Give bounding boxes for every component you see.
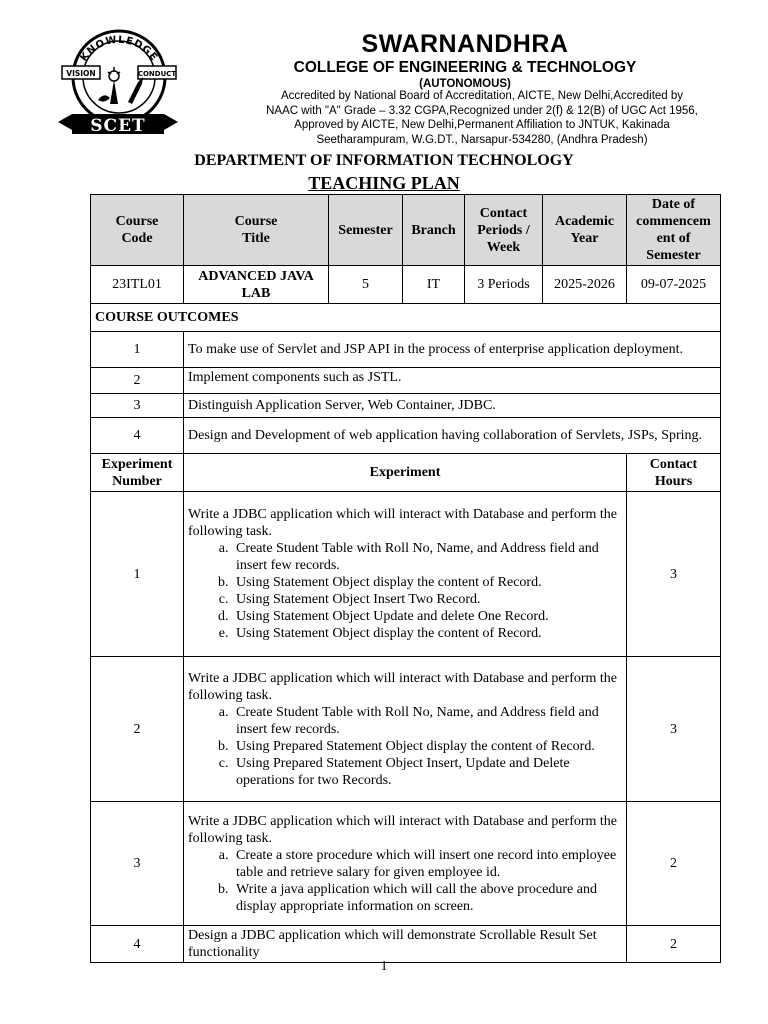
experiment-number: 1 bbox=[91, 492, 184, 657]
experiment-hours: 2 bbox=[627, 802, 721, 926]
header-course-title: Course Title bbox=[184, 195, 329, 266]
course-contact-periods: 3 Periods bbox=[465, 266, 543, 304]
course-title: ADVANCED JAVA LAB bbox=[184, 266, 329, 304]
experiment-description: Design a JDBC application which will demonstrate Scrollable Result Set functionality bbox=[184, 926, 627, 963]
experiment-steps bbox=[188, 540, 622, 642]
page-number: 1 bbox=[380, 959, 388, 974]
experiment-hours: 3 bbox=[627, 492, 721, 657]
header-contact-periods: Contact Periods / Week bbox=[465, 195, 543, 266]
logo-ribbon-text: SCET bbox=[90, 116, 146, 136]
table-row bbox=[91, 926, 721, 963]
accreditation-line: Accredited by National Board of Accreditation, AICTE, New Delhi,Accredited by bbox=[280, 90, 684, 102]
accreditation-block bbox=[222, 89, 742, 147]
experiment-intro: Write a JDBC application which will interact with Database and perform the following task. bbox=[188, 507, 618, 539]
experiment-step: c. Using Statement Object Insert Two Record. bbox=[232, 591, 622, 608]
table-row bbox=[91, 802, 721, 926]
outcome-number: 2 bbox=[91, 368, 184, 394]
college-subtitle: COLLEGE OF ENGINEERING & TECHNOLOGY bbox=[293, 59, 637, 76]
logo-right-text: CONDUCT bbox=[137, 70, 177, 78]
experiment-intro: Write a JDBC application which will interact with Database and perform the following task. bbox=[188, 813, 618, 846]
list-item bbox=[91, 418, 721, 454]
experiment-description bbox=[184, 492, 627, 657]
experiment-step: b. Write a java application which will call the above procedure and display appropriate information on screen. bbox=[232, 881, 622, 915]
header-contact-hours: Contact Hours bbox=[627, 454, 721, 492]
experiment-step: b. Using Prepared Statement Object display the content of Record. bbox=[232, 738, 622, 755]
course-branch: IT bbox=[403, 266, 465, 304]
department-title: DEPARTMENT OF INFORMATION TECHNOLOGY bbox=[194, 152, 574, 169]
header-course-code: Course Code bbox=[91, 195, 184, 266]
course-data-row bbox=[91, 266, 721, 304]
experiment-step: c. Using Prepared Statement Object Insert, Update and Delete operations for two Records. bbox=[232, 755, 622, 789]
experiment-description bbox=[184, 657, 627, 802]
experiment-step: a. Create Student Table with Roll No, Name, and Address field and insert few records. bbox=[232, 540, 622, 574]
experiment-hours: 3 bbox=[627, 657, 721, 802]
teaching-plan-table bbox=[90, 194, 721, 963]
course-code: 23ITL01 bbox=[91, 266, 184, 304]
course-academic-year: 2025-2026 bbox=[543, 266, 627, 304]
header-experiment: Experiment bbox=[184, 454, 627, 492]
accreditation-line: Approved by AICTE, New Delhi,Permanent Affiliation to JNTUK, Kakinada bbox=[294, 119, 670, 131]
list-item bbox=[91, 368, 721, 394]
letterhead bbox=[0, 0, 768, 150]
outcome-number: 1 bbox=[91, 332, 184, 368]
experiment-step: a. Create Student Table with Roll No, Name, and Address field and insert few records. bbox=[232, 704, 622, 738]
college-emblem-icon bbox=[58, 22, 178, 146]
header-branch: Branch bbox=[403, 195, 465, 266]
experiment-step: e. Using Statement Object display the content of Record. bbox=[232, 625, 622, 642]
experiment-hours: 2 bbox=[627, 926, 721, 963]
table-row bbox=[91, 657, 721, 802]
experiment-step: b. Using Statement Object display the content of Record. bbox=[232, 574, 622, 591]
experiment-number: 2 bbox=[91, 657, 184, 802]
college-name: SWARNANDHRA bbox=[361, 30, 569, 58]
autonomous-label: (AUTONOMOUS) bbox=[419, 78, 511, 90]
experiment-step: d. Using Statement Object Update and delete One Record. bbox=[232, 608, 622, 625]
course-header-row bbox=[91, 195, 721, 266]
list-item bbox=[91, 332, 721, 368]
logo-top-text: KNOWLEDGE bbox=[78, 34, 160, 64]
experiment-steps bbox=[188, 704, 622, 789]
header-academic-year: Academic Year bbox=[543, 195, 627, 266]
course-commencement-date: 09-07-2025 bbox=[627, 266, 721, 304]
accreditation-line: Seetharampuram, W.G.DT., Narsapur-534280, (Andhra Pradesh) bbox=[316, 133, 648, 146]
experiment-header-row bbox=[91, 454, 721, 492]
header-semester: Semester bbox=[329, 195, 403, 266]
experiment-steps bbox=[188, 847, 622, 915]
header-experiment-number: Experiment Number bbox=[91, 454, 184, 492]
outcome-text: To make use of Servlet and JSP API in the process of enterprise application deployment. bbox=[184, 332, 721, 368]
experiment-description bbox=[184, 802, 627, 926]
outcome-text: Design and Development of web application having collaboration of Servlets, JSPs, Spring. bbox=[184, 418, 721, 454]
table-row bbox=[91, 492, 721, 657]
header-commencement-date: Date of commencem ent of Semester bbox=[627, 195, 721, 266]
outcome-number: 3 bbox=[91, 394, 184, 418]
experiment-intro: Write a JDBC application which will interact with Database and perform the following task. bbox=[188, 670, 618, 703]
outcome-number: 4 bbox=[91, 418, 184, 454]
course-outcomes-heading-row bbox=[91, 304, 721, 332]
course-semester: 5 bbox=[329, 266, 403, 304]
accreditation-line: NAAC with "A" Grade – 3.32 CGPA,Recognized under 2(f) & 12(B) of UGC Act 1956, bbox=[266, 104, 698, 117]
list-item bbox=[91, 394, 721, 418]
experiment-number: 3 bbox=[91, 802, 184, 926]
experiment-number: 4 bbox=[91, 926, 184, 963]
outcome-text: Implement components such as JSTL. bbox=[184, 368, 721, 394]
document-title: TEACHING PLAN bbox=[308, 173, 460, 193]
experiment-step: a. Create a store procedure which will insert one record into employee table and retrieve salary for given employee id. bbox=[232, 847, 622, 881]
outcome-text: Distinguish Application Server, Web Container, JDBC. bbox=[184, 394, 721, 418]
course-outcomes-heading: COURSE OUTCOMES bbox=[91, 304, 721, 332]
logo-left-text: VISION bbox=[66, 69, 96, 78]
